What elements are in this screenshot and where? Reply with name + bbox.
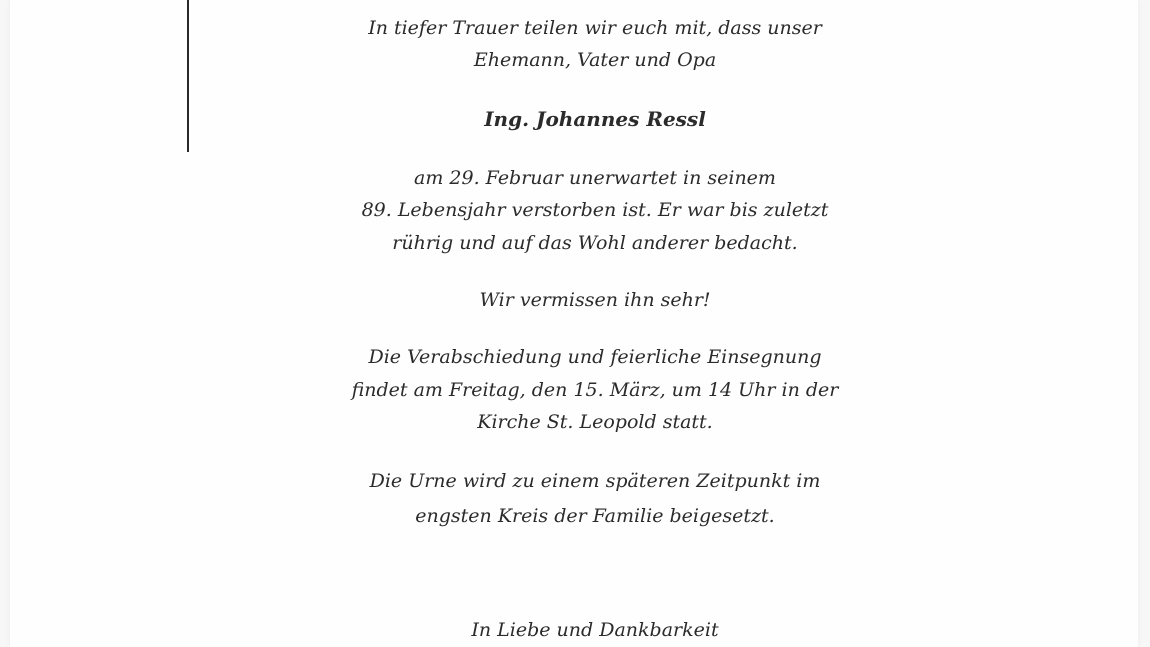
death-line-2: 89. Lebensjahr verstorben ist. Er war bis zuletzt [361, 199, 829, 221]
intro-line-1: In tiefer Trauer teilen wir euch mit, dass unser [368, 17, 822, 39]
paper-sheet [10, 0, 1138, 647]
death-line-1: am 29. Februar unerwartet in seinem [414, 167, 776, 189]
ceremony-line-2: findet am Freitag, den 15. März, um 14 Uhr in der [351, 379, 839, 401]
closing-line: In Liebe und Dankbarkeit [471, 619, 719, 641]
deceased-name: Ing. Johannes Ressl [484, 107, 706, 131]
miss-line: Wir vermissen ihn sehr! [479, 289, 711, 311]
intro-line-2: Ehemann, Vater und Opa [473, 49, 717, 71]
ceremony-line-1: Die Verabschiedung und feierliche Einsegnung [368, 346, 822, 368]
death-line-3: rührig und auf das Wohl anderer bedacht. [392, 232, 798, 254]
urn-line-2: engsten Kreis der Familie beigesetzt. [415, 505, 775, 527]
urn-line-1: Die Urne wird zu einem späteren Zeitpunkt im [369, 470, 821, 492]
ceremony-line-3: Kirche St. Leopold statt. [477, 411, 713, 433]
